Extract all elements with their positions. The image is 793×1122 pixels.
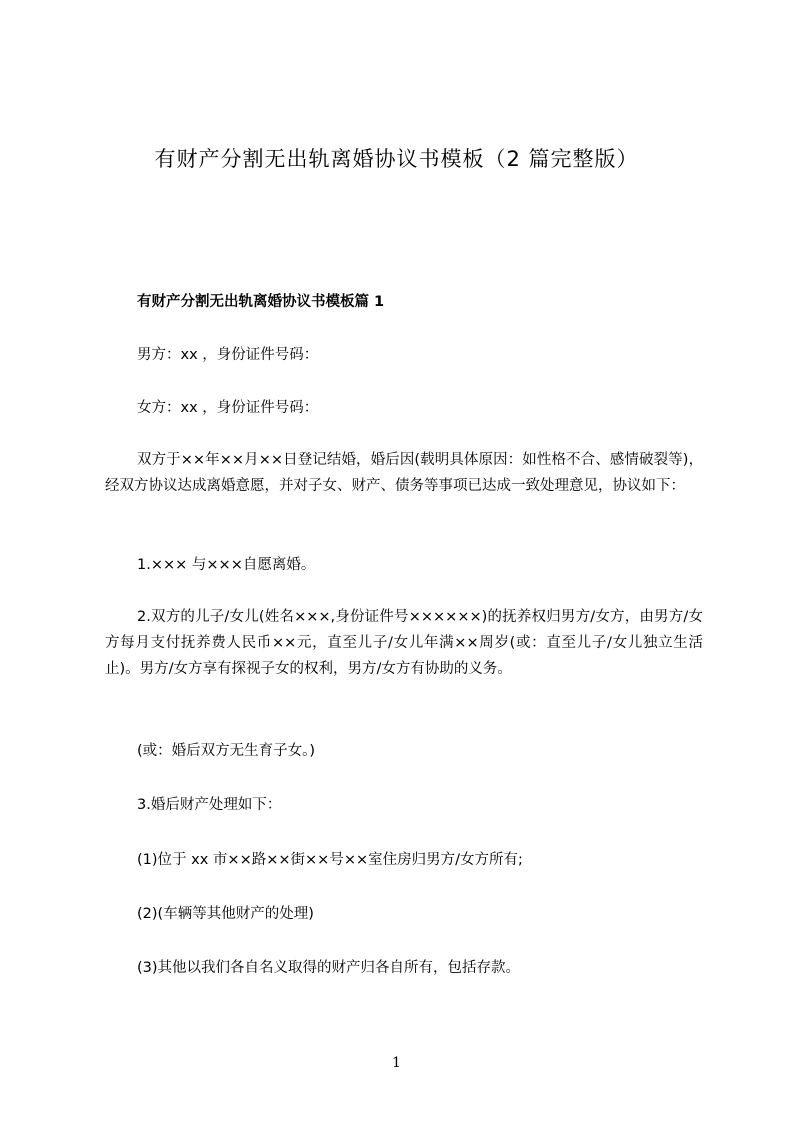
document-title: 有财产分割无出轨离婚协议书模板（2 篇完整版） [154, 147, 639, 171]
paragraph-marriage-info: 双方于××年××月××日登记结婚，婚后因(载明具体原因：如性格不合、感情破裂等)，经双方协议达成离婚意愿，并对子女、财产、债务等事项已达成一致处理意见，协议如下： [105, 452, 703, 494]
page-number: 1 [392, 1055, 401, 1071]
paragraph-clause-1: 1.××× 与×××自愿离婚。 [137, 557, 316, 573]
paragraph-property-3: (3)其他以我们各自名义取得的财产归各自所有，包括存款。 [137, 960, 521, 976]
paragraph-property-1: (1)位于 xx 市××路××街××号××室住房归男方/女方所有; [137, 852, 523, 868]
paragraph-clause-2: 2.双方的儿子/女儿(姓名×××,身份证件号××××××)的抚养权归男方/女方，由男方/女方每月支付抚养费人民币××元，直至儿子/女儿年满××周岁(或：直至儿子/女儿独立生活止)。男方/女方享有探视子女的权利，男方/女方有协助的义务。 [105, 609, 703, 677]
section-heading: 有财产分割无出轨离婚协议书模板篇 1 [137, 294, 385, 310]
paragraph-clause-2-alternative: (或：婚后双方无生育子女。) [137, 743, 316, 759]
paragraph-property-2: (2)(车辆等其他财产的处理) [137, 906, 314, 922]
paragraph-female-party: 女方：xx ，身份证件号码： [137, 400, 319, 416]
paragraph-clause-3: 3.婚后财产处理如下： [137, 797, 282, 813]
paragraph-male-party: 男方：xx ，身份证件号码： [137, 347, 319, 363]
